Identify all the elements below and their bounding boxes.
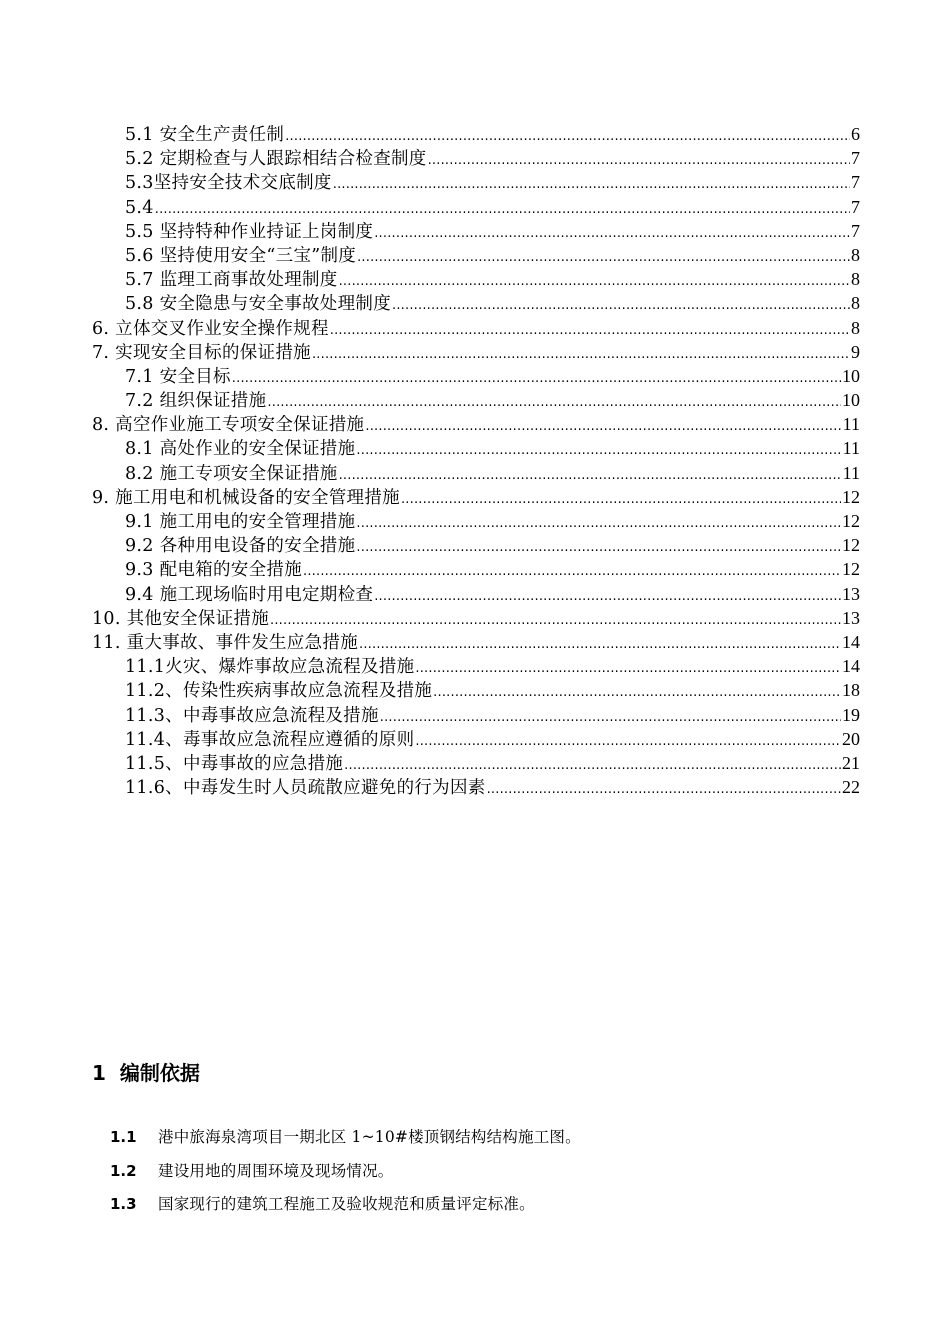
toc-page-number: 11 — [842, 438, 860, 459]
toc-page-number: 22 — [842, 777, 860, 798]
toc-dot-leader — [333, 173, 850, 197]
toc-dot-leader — [303, 560, 841, 584]
toc-dot-leader — [155, 198, 850, 222]
toc-dot-leader — [374, 585, 841, 609]
section-heading — [92, 1057, 200, 1086]
toc-entry-title: 5.5 坚持特种作业持证上岗制度 — [125, 221, 374, 242]
section-number: 1 — [92, 1061, 106, 1085]
toc-entry[interactable] — [92, 316, 860, 340]
toc-dot-leader — [356, 512, 841, 536]
toc-entry[interactable] — [92, 219, 860, 243]
toc-page-number: 21 — [842, 752, 860, 773]
toc-page-number: 10 — [842, 390, 860, 411]
toc-entry[interactable] — [92, 461, 860, 485]
toc-dot-leader — [428, 149, 850, 173]
toc-page-number: 7 — [851, 220, 860, 241]
toc-entry-title: 8.2 施工专项安全保证措施 — [125, 463, 338, 484]
toc-dot-leader — [359, 633, 841, 657]
toc-entry-title: 7.1 安全目标 — [125, 366, 231, 387]
toc-entry[interactable] — [92, 654, 860, 678]
toc-dot-leader — [392, 294, 850, 318]
toc-page-number: 12 — [842, 486, 860, 507]
toc-page-number: 8 — [851, 269, 860, 290]
toc-dot-leader — [415, 730, 841, 754]
toc-dot-leader — [232, 367, 841, 391]
toc-dot-leader — [270, 609, 841, 633]
toc-dot-leader — [330, 319, 850, 343]
toc-entry-title: 5.6 坚持使用安全“三宝”制度 — [125, 245, 357, 266]
toc-entry-title: 11.2、传染性疾病事故应急流程及措施 — [125, 681, 433, 702]
toc-page-number: 9 — [851, 341, 860, 362]
list-item-number: 1.2 — [110, 1161, 137, 1180]
toc-page-number: 18 — [842, 680, 860, 701]
toc-entry-title: 9.2 各种用电设备的安全措施 — [125, 536, 356, 557]
toc-page-number: 14 — [842, 631, 860, 652]
toc-entry-title: 5.7 监理工商事故处理制度 — [125, 270, 338, 291]
toc-entry-title: 5.3坚持安全技术交底制度 — [125, 173, 332, 194]
toc-page-number: 14 — [842, 656, 860, 677]
toc-page-number: 11 — [842, 462, 860, 483]
toc-page-number: 7 — [851, 196, 860, 217]
toc-dot-leader — [267, 391, 841, 415]
toc-entry-title: 6. 立体交叉作业安全操作规程 — [92, 318, 329, 339]
toc-entry-title: 5.1 安全生产责任制 — [125, 125, 285, 145]
toc-entry-title: 11.4、毒事故应急流程应遵循的原则 — [125, 729, 415, 750]
toc-entry[interactable] — [92, 170, 860, 194]
toc-page-number: 13 — [842, 583, 860, 604]
toc-dot-leader — [487, 778, 841, 802]
toc-entry[interactable] — [92, 267, 860, 291]
toc-entry[interactable] — [92, 703, 860, 727]
toc-entry-title: 9.4 施工现场临时用电定期检查 — [125, 584, 374, 605]
toc-dot-leader — [415, 657, 841, 681]
toc-page-number: 8 — [851, 317, 860, 338]
toc-dot-leader — [374, 222, 850, 246]
toc-page-number: 10 — [842, 365, 860, 386]
toc-entry-title: 9.3 配电箱的安全措施 — [125, 560, 302, 581]
toc-entry[interactable] — [92, 630, 860, 654]
toc-entry[interactable] — [92, 243, 860, 267]
list-item-number: 1.1 — [110, 1128, 137, 1146]
list-item — [110, 1192, 870, 1226]
toc-entry[interactable] — [92, 412, 860, 436]
toc-entry-title: 11.1火灾、爆炸事故应急流程及措施 — [125, 657, 415, 678]
toc-entry[interactable] — [92, 485, 860, 509]
toc-dot-leader — [356, 439, 841, 463]
toc-entry-title: 11. 重大事故、事件发生应急措施 — [92, 632, 358, 653]
toc-entry[interactable] — [92, 122, 860, 146]
toc-dot-leader — [312, 343, 850, 367]
toc-entry-title: 5.2 定期检查与人跟踪相结合检查制度 — [125, 149, 427, 170]
toc-dot-leader — [401, 488, 841, 512]
toc-dot-leader — [365, 415, 841, 439]
basis-list — [110, 1125, 870, 1226]
toc-page-number: 19 — [842, 704, 860, 725]
toc-entry[interactable] — [92, 727, 860, 751]
toc-page-number: 7 — [851, 172, 860, 193]
toc-entry-title: 5.8 安全隐患与安全事故处理制度 — [125, 294, 391, 315]
toc-entry-title: 9.1 施工用电的安全管理措施 — [125, 512, 356, 532]
toc-entry[interactable] — [92, 533, 860, 557]
toc-entry[interactable] — [92, 195, 860, 219]
toc-dot-leader — [339, 270, 850, 294]
toc-page-number: 8 — [851, 244, 860, 265]
toc-dot-leader — [433, 681, 841, 705]
list-item — [110, 1159, 870, 1193]
toc-page-number: 7 — [851, 148, 860, 169]
list-item-text: 港中旅海泉湾项目一期北区 1~10#楼顶钢结构结构施工图。 — [158, 1128, 581, 1146]
toc-entry[interactable] — [92, 751, 860, 775]
toc-entry-title: 7. 实现安全目标的保证措施 — [92, 342, 311, 363]
toc-dot-leader — [339, 464, 842, 488]
list-item — [110, 1125, 870, 1159]
toc-entry[interactable] — [92, 678, 860, 702]
toc-entry-title: 10. 其他安全保证措施 — [92, 608, 269, 629]
toc-dot-leader — [380, 706, 841, 730]
toc-entry[interactable] — [92, 557, 860, 581]
toc-entry-title: 8.1 高处作业的安全保证措施 — [125, 439, 356, 460]
toc-entry[interactable] — [92, 509, 860, 533]
toc-entry[interactable] — [92, 340, 860, 364]
toc-entry[interactable] — [92, 775, 860, 799]
toc-entry-title: 5.4 — [125, 197, 154, 218]
toc-page-number: 20 — [842, 728, 860, 749]
toc-entry[interactable] — [92, 606, 860, 630]
list-item-text: 国家现行的建筑工程施工及验收规范和质量评定标准。 — [158, 1195, 535, 1213]
toc-entry[interactable] — [92, 291, 860, 315]
toc-entry[interactable] — [92, 146, 860, 170]
toc-entry[interactable] — [92, 436, 860, 460]
toc-entry[interactable] — [92, 388, 860, 412]
toc-entry[interactable] — [92, 582, 860, 606]
toc-entry-title: 11.6、中毒发生时人员疏散应避免的行为因素 — [125, 778, 486, 799]
toc-dot-leader — [285, 125, 850, 149]
toc-dot-leader — [356, 536, 841, 560]
toc-entry-title: 11.5、中毒事故的应急措施 — [125, 753, 344, 774]
toc-entry[interactable] — [92, 364, 860, 388]
toc-page-number: 12 — [842, 559, 860, 580]
toc-page-number: 8 — [851, 293, 860, 314]
toc-entry-title: 8. 高空作业施工专项安全保证措施 — [92, 415, 365, 436]
toc-entry-title: 11.3、中毒事故应急流程及措施 — [125, 705, 379, 726]
toc-page-number: 6 — [851, 124, 860, 144]
list-item-text: 建设用地的周围环境及现场情况。 — [158, 1161, 394, 1180]
toc-page-number: 12 — [842, 511, 860, 531]
toc-entry-title: 7.2 组织保证措施 — [125, 391, 267, 412]
table-of-contents — [92, 122, 860, 799]
toc-entry-title: 9. 施工用电和机械设备的安全管理措施 — [92, 487, 400, 508]
toc-page-number: 13 — [842, 607, 860, 628]
toc-dot-leader — [357, 246, 850, 270]
list-item-number: 1.3 — [110, 1195, 137, 1213]
toc-page-number: 11 — [842, 414, 860, 435]
toc-dot-leader — [344, 754, 841, 778]
section-title: 编制依据 — [119, 1061, 200, 1085]
toc-page-number: 12 — [842, 535, 860, 556]
